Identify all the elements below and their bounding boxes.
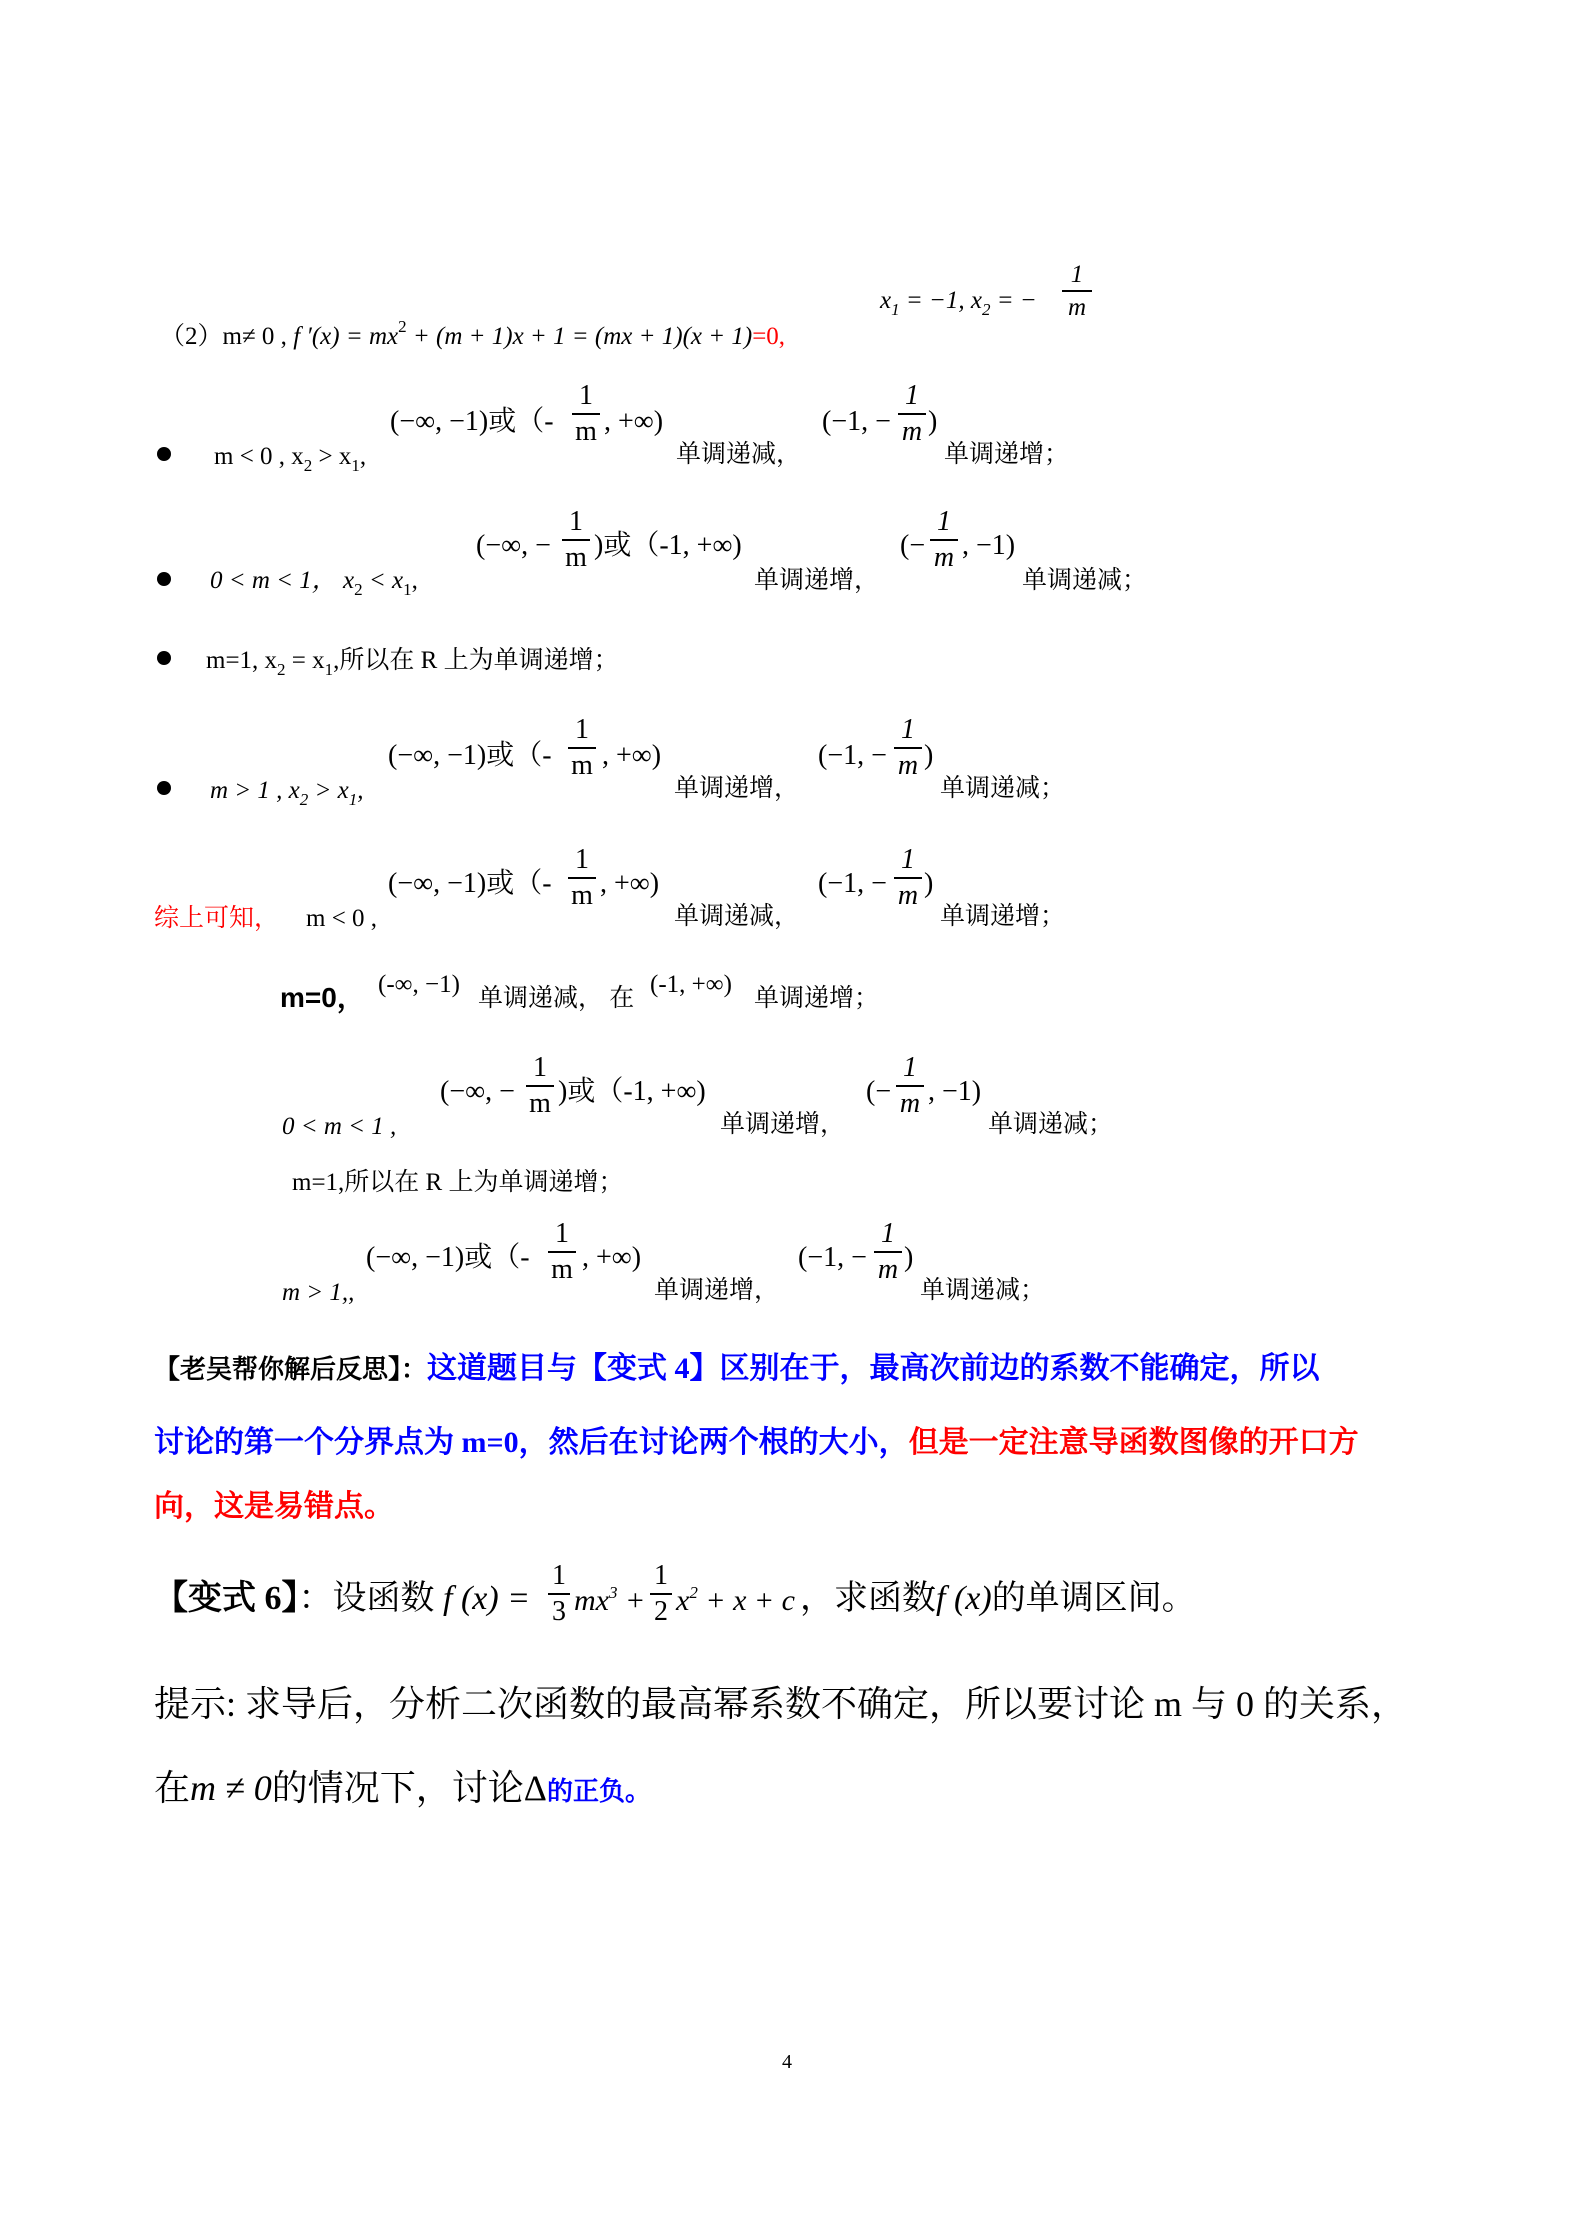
case2-eq-zero: =0, xyxy=(752,323,786,350)
reflection-line2 xyxy=(154,1428,1359,1458)
frac-bar xyxy=(1062,290,1092,292)
b2-interval2-frac: 1 m xyxy=(930,508,958,572)
b1-label1: 单调递减， xyxy=(676,441,802,468)
hint-line1: 提示: 求导后，分析二次函数的最高幂系数不确定，所以要讨论 m 与 0 的关系， xyxy=(154,1684,1408,1724)
case2-line xyxy=(160,318,785,349)
s1-interval1: (−∞, −1)或（- xyxy=(388,868,552,899)
variant6-tag: 【变式 6】 xyxy=(154,1580,299,1617)
reflection-tag: 【老吴帮你解后反思】： xyxy=(154,1355,428,1384)
root-x1: x xyxy=(880,287,892,314)
summary-lead: 综上可知， xyxy=(154,905,280,932)
b2-interval1-end: )或（-1, +∞) xyxy=(594,530,742,561)
s5-label1: 单调递增， xyxy=(654,1277,780,1304)
s5-interval1: (−∞, −1)或（- xyxy=(366,1242,530,1273)
b1-interval2: (−1, − xyxy=(822,406,891,437)
s2-interval1: (-∞, −1) xyxy=(378,971,460,998)
s3-label1: 单调递增， xyxy=(720,1111,846,1138)
b2-interval2-end: , −1) xyxy=(962,530,1016,561)
case2-derivative-factored: + (m + 1)x + 1 = (mx + 1)(x + 1) xyxy=(412,323,753,350)
case2-neq0: ≠ 0 , xyxy=(241,323,287,350)
root-x1-sub: 1 xyxy=(891,300,900,319)
case2-prefix: （2）m xyxy=(160,323,242,350)
b4-interval2-end: ) xyxy=(924,740,934,771)
variant6-tail: ，求函数f (x)的单调区间。 xyxy=(800,1580,1196,1617)
s3-interval1-end: )或（-1, +∞) xyxy=(558,1076,706,1107)
variant6-frac1: 1 3 xyxy=(548,1562,570,1626)
b1-interval1-end: , +∞) xyxy=(604,406,664,437)
case2-derivative: f ′(x) = mx xyxy=(293,323,399,350)
s1-label2: 单调递增； xyxy=(940,903,1066,930)
reflection-text1: 这道题目与【变式 4】区别在于，最高次前边的系数不能确定，所以 xyxy=(427,1352,1320,1385)
b4-interval2: (−1, − xyxy=(818,740,887,771)
s4-text: m=1,所以在 R 上为单调递增； xyxy=(292,1169,624,1196)
s3-interval2-end: , −1) xyxy=(928,1076,982,1107)
b2-label1: 单调递增， xyxy=(754,567,880,594)
frac-num: 1 xyxy=(1070,261,1084,288)
page-number: 4 xyxy=(782,2051,792,2073)
hint-line2: 在m ≠ 0的情况下，讨论Δ的正负。 xyxy=(154,1768,651,1808)
s5-interval1-end: , +∞) xyxy=(582,1242,642,1273)
b2-label2: 单调递减； xyxy=(1022,567,1148,594)
case2-roots-frac xyxy=(1062,262,1092,320)
s3-label2: 单调递减； xyxy=(988,1111,1114,1138)
b4-interval1-end: , +∞) xyxy=(602,740,662,771)
s2-label2: 单调递增； xyxy=(754,985,880,1012)
s3-interval2: (− xyxy=(866,1076,892,1107)
b4-interval1-frac: 1 m xyxy=(568,716,596,780)
reflection-line3: 向，这是易错点。 xyxy=(154,1490,394,1523)
reflection-text2-blue: 讨论的第一个分界点为 m=0，然后在讨论两个根的大小， xyxy=(154,1426,909,1459)
b2-cond: 0 < m < 1， $x_2 < x_1$, xyxy=(210,567,418,599)
s5-interval2-frac: 1 m xyxy=(874,1220,902,1284)
variant6-line: 【变式 6】：设函数 f (x) = xyxy=(154,1580,531,1617)
s5-interval2: (−1, − xyxy=(798,1242,867,1273)
s5-interval1-frac: 1 m xyxy=(548,1220,576,1284)
variant6-rest: $x^2 + x + c$ xyxy=(676,1583,795,1617)
s5-label2: 单调递减； xyxy=(920,1277,1046,1304)
b4-label2: 单调递减； xyxy=(940,775,1066,802)
b4-interval1: (−∞, −1)或（- xyxy=(388,740,552,771)
case2-roots xyxy=(880,288,1037,318)
s5-interval2-end: ) xyxy=(904,1242,914,1273)
b2-interval1: (−∞, − xyxy=(476,530,551,561)
s5-cond: m > 1,, xyxy=(282,1279,355,1306)
variant6-mx3: $mx^3$ + xyxy=(574,1583,646,1617)
b4-label1: 单调递增， xyxy=(674,775,800,802)
s3-interval1-frac: 1 m xyxy=(526,1054,554,1118)
s1-interval2-end: ) xyxy=(924,868,934,899)
s2-cond: m=0， xyxy=(280,982,365,1013)
root-x2-sub: 2 xyxy=(981,300,991,319)
s2-interval2: (-1, +∞) xyxy=(650,971,732,998)
reflection-line1 xyxy=(154,1354,1320,1384)
s3-interval2-frac: 1 m xyxy=(896,1054,924,1118)
b3-text: m=1, $x_2 = x_1$,所以在 R 上为单调递增； xyxy=(206,647,619,679)
b1-interval1-frac: 1 m xyxy=(572,382,600,446)
bullet-icon xyxy=(157,572,171,586)
s1-interval1-frac: 1 m xyxy=(568,846,596,910)
b1-interval2-end: ) xyxy=(928,406,938,437)
frac-den: m xyxy=(1067,294,1087,321)
b1-cond: m < 0 , $x_2 > x_1$, xyxy=(214,443,367,475)
s3-cond: 0 < m < 1 , xyxy=(282,1113,397,1140)
s1-interval2: (−1, − xyxy=(818,868,887,899)
b2-interval1-frac: 1 m xyxy=(562,508,590,572)
s2-label1: 单调递减， 在 xyxy=(478,985,635,1012)
s1-interval2-frac: 1 m xyxy=(894,846,922,910)
b1-interval2-frac: 1 m xyxy=(898,382,926,446)
root-x2: = −1, x xyxy=(905,287,982,314)
root-minus: = − xyxy=(996,287,1037,314)
b4-cond: m > 1 , $x_2 > x_1$, xyxy=(210,777,364,809)
s3-interval1: (−∞, − xyxy=(440,1076,515,1107)
bullet-icon xyxy=(157,781,171,795)
b2-interval2: (− xyxy=(900,530,926,561)
reflection-text2-red: 但是一定注意导函数图像的开口方 xyxy=(908,1426,1359,1459)
b4-interval2-frac: 1 m xyxy=(894,716,922,780)
b1-interval1: (−∞, −1)或（- xyxy=(390,406,554,437)
b1-label2: 单调递增； xyxy=(944,441,1070,468)
variant6-frac2: 1 2 xyxy=(650,1562,672,1626)
s1-label1: 单调递减， xyxy=(674,903,800,930)
s1-interval1-end: , +∞) xyxy=(600,868,660,899)
case2-derivative-exp: 2 xyxy=(398,317,407,336)
bullet-icon xyxy=(157,651,171,665)
s1-cond: m < 0 , xyxy=(306,905,378,932)
bullet-icon xyxy=(157,447,171,461)
